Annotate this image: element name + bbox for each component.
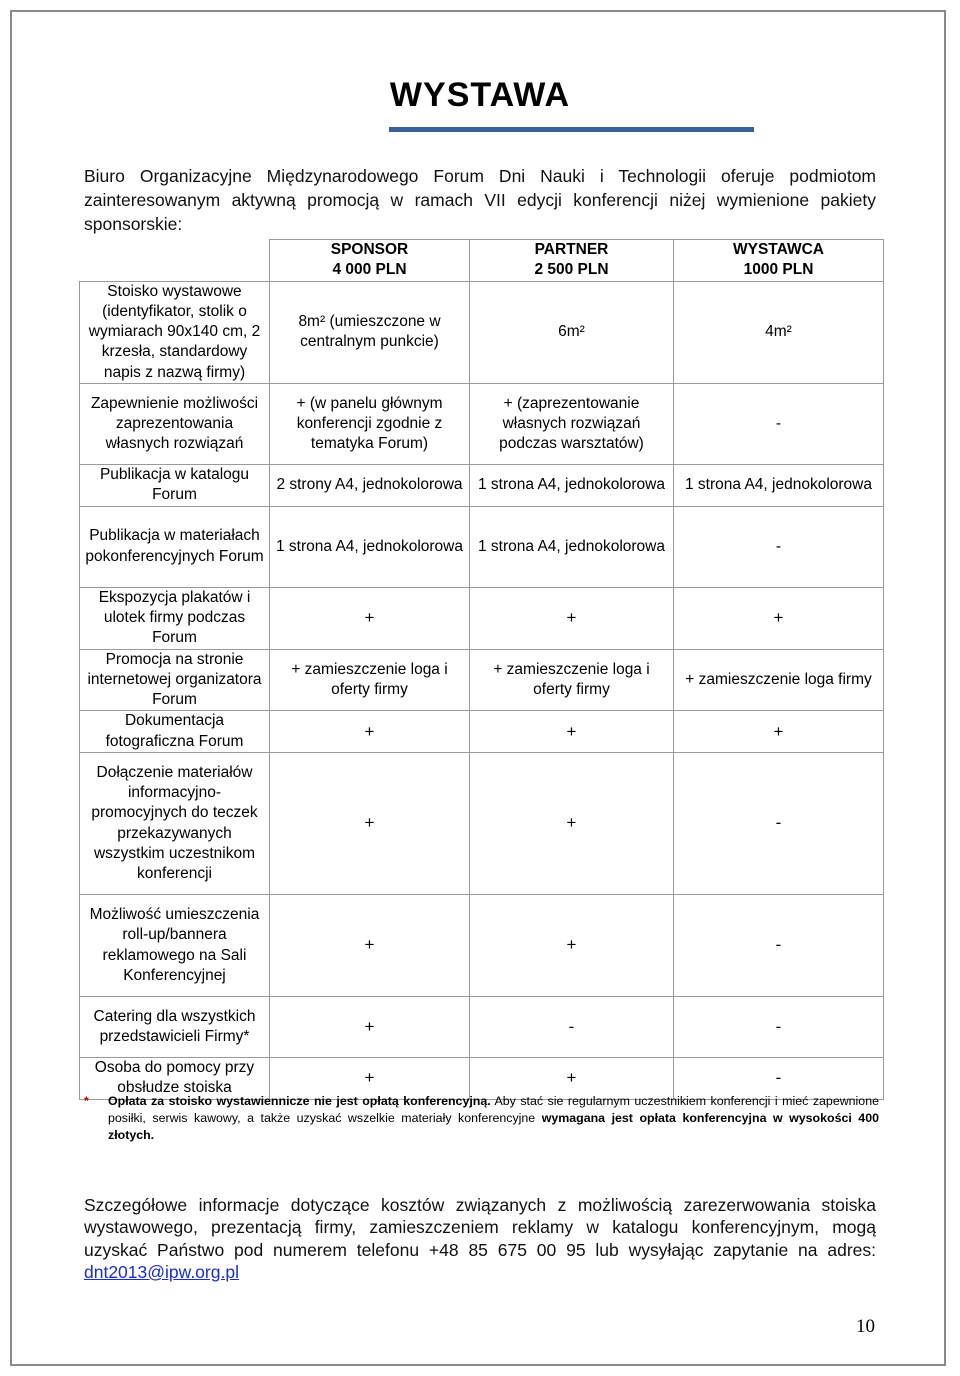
cell-wystawca: 1 strona A4, jednokolorowa (674, 465, 884, 507)
row-label: Dokumentacja fotograficzna Forum (80, 711, 270, 753)
footnote-bold-tail: wymagana jest opłata konferencyjna w wysokości 400 złotych. (108, 1111, 879, 1142)
cell-partner: + (470, 1058, 674, 1100)
footnote (84, 1093, 879, 1144)
table-header-row (80, 240, 884, 282)
cell-partner: + (470, 711, 674, 753)
cell-partner: + (zaprezentowanie własnych rozwiązań podczas warsztatów) (470, 384, 674, 465)
table-row (80, 384, 884, 465)
contact-paragraph (84, 1194, 876, 1283)
contact-text: Szczegółowe informacje dotyczące kosztów związanych z możliwością zarezerwowania stoiska wystawowego, prezentacją firmy, zamieszczeniem reklamy w katalogu konferencyjnym, mogą uzyskać Państwo pod numerem telefonu +48 85 675 00 95 lub wysyłając zapytanie na adres: (84, 1195, 876, 1260)
cell-sponsor: + (270, 587, 470, 649)
row-label: Stoisko wystawowe (identyfikator, stolik o wymiarach 90x140 cm, 2 krzesła, standardowy napis z nazwą firmy) (80, 281, 270, 383)
cell-partner: + (470, 753, 674, 895)
cell-partner: + (470, 895, 674, 997)
intro-paragraph: Biuro Organizacyjne Międzynarodowego Forum Dni Nauki i Technologii oferuje podmiotom zainteresowanym aktywną promocją w ramach VII edycji konferencji niżej wymienione pakiety sponsorskie: (84, 166, 876, 234)
cell-sponsor: + (270, 895, 470, 997)
footnote-asterisk: * (84, 1094, 89, 1108)
cell-wystawca: - (674, 384, 884, 465)
cell-wystawca: - (674, 997, 884, 1058)
table-row (80, 753, 884, 895)
header-empty-cell (80, 240, 270, 282)
cell-sponsor: + (270, 997, 470, 1058)
page-number: 10 (856, 1316, 875, 1337)
cell-partner: + (470, 587, 674, 649)
cell-partner: - (470, 997, 674, 1058)
header-partner: PARTNER 2 500 PLN (470, 240, 674, 282)
row-label: Dołączenie materiałów informacyjno-promocyjnych do teczek przekazywanych wszystkim uczestnikom konferencji (80, 753, 270, 895)
footnote-bold-lead: Opłata za stoisko wystawiennicze nie jest opłatą konferencyjną. (108, 1094, 491, 1108)
title-underline (389, 127, 754, 132)
row-label: Osoba do pomocy przy obsłudze stoiska (80, 1058, 270, 1100)
table-row (80, 587, 884, 649)
cell-wystawca: - (674, 1058, 884, 1100)
table-row (80, 649, 884, 711)
cell-sponsor: + (270, 753, 470, 895)
cell-wystawca: - (674, 753, 884, 895)
footnote-text: Aby stać sie regularnym uczestnikiem konferencji i mieć zapewnione posiłki, serwis kawowy, a także uzyskać wszelkie materiały konferencyjne (108, 1094, 879, 1125)
cell-sponsor: + (270, 711, 470, 753)
sponsorship-packages-table (79, 239, 884, 1100)
cell-wystawca: + (674, 587, 884, 649)
cell-wystawca: + (674, 711, 884, 753)
table-row (80, 465, 884, 507)
cell-sponsor: 1 strona A4, jednokolorowa (270, 506, 470, 587)
table-row (80, 281, 884, 383)
cell-wystawca: - (674, 506, 884, 587)
cell-sponsor: 2 strony A4, jednokolorowa (270, 465, 470, 507)
table-row (80, 895, 884, 997)
row-label: Zapewnienie możliwości zaprezentowania własnych rozwiązań (80, 384, 270, 465)
row-label: Promocja na stronie internetowej organizatora Forum (80, 649, 270, 711)
header-wystawca: WYSTAWCA 1000 PLN (674, 240, 884, 282)
cell-sponsor: 8m² (umieszczone w centralnym punkcie) (270, 281, 470, 383)
row-label: Możliwość umieszczenia roll-up/bannera reklamowego na Sali Konferencyjnej (80, 895, 270, 997)
row-label: Ekspozycja plakatów i ulotek firmy podczas Forum (80, 587, 270, 649)
table-row (80, 711, 884, 753)
cell-partner: 1 strona A4, jednokolorowa (470, 506, 674, 587)
cell-wystawca: 4m² (674, 281, 884, 383)
row-label: Catering dla wszystkich przedstawicieli Firmy* (80, 997, 270, 1058)
row-label: Publikacja w materiałach pokonferencyjnych Forum (80, 506, 270, 587)
table-row (80, 506, 884, 587)
row-label: Publikacja w katalogu Forum (80, 465, 270, 507)
cell-sponsor: + (270, 1058, 470, 1100)
cell-partner: + zamieszczenie loga i oferty firmy (470, 649, 674, 711)
cell-sponsor: + zamieszczenie loga i oferty firmy (270, 649, 470, 711)
cell-partner: 1 strona A4, jednokolorowa (470, 465, 674, 507)
header-sponsor: SPONSOR 4 000 PLN (270, 240, 470, 282)
table-row (80, 997, 884, 1058)
cell-wystawca: - (674, 895, 884, 997)
page-title: WYSTAWA (389, 76, 571, 114)
cell-sponsor: + (w panelu głównym konferencji zgodnie z tematyka Forum) (270, 384, 470, 465)
cell-partner: 6m² (470, 281, 674, 383)
contact-email-link[interactable]: dnt2013@ipw.org.pl (84, 1261, 239, 1282)
cell-wystawca: + zamieszczenie loga firmy (674, 649, 884, 711)
